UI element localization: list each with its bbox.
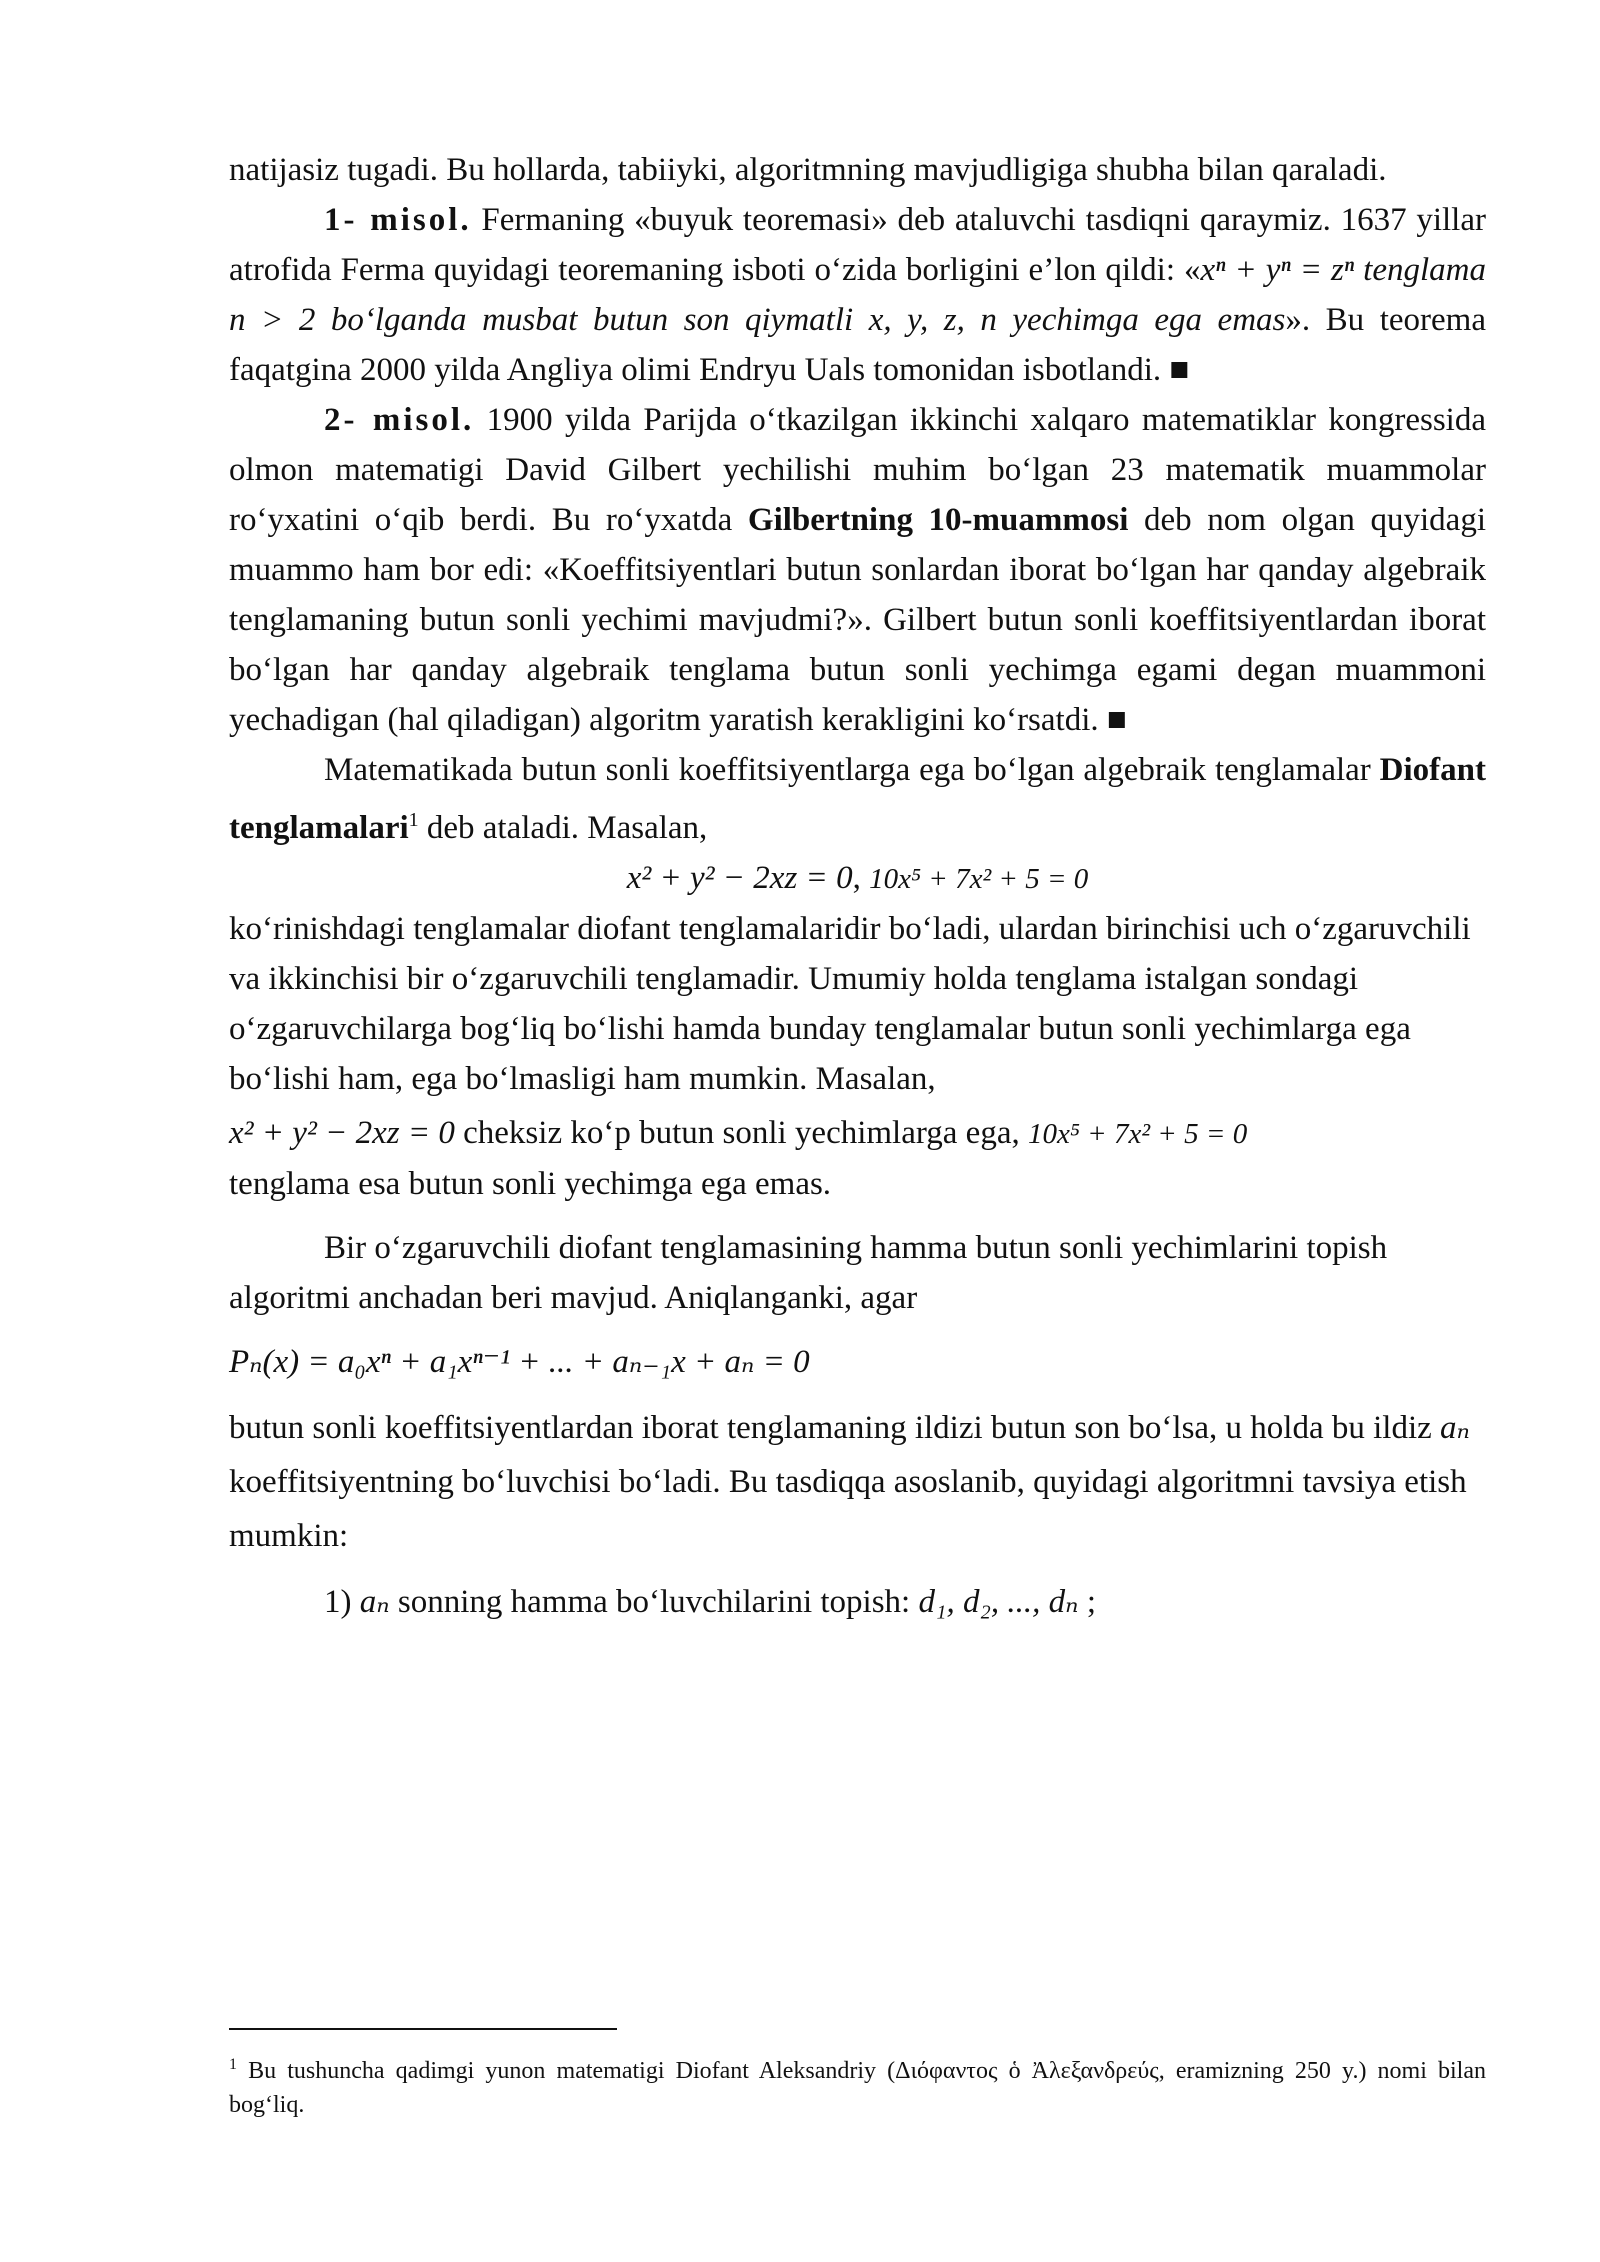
- equation-examples: x² + y² − 2xz = 0, 10x⁵ + 7x² + 5 = 0: [626, 860, 1089, 896]
- example-2: 2- misol. 1900 yilda Parijda o‘tkazilgan ikkinchi xalqaro matematiklar kongressida olmon matematigi David Gilbert yechilishi muhim bo‘lgan 23 matematik muammolar ro‘yxatini o‘qib berdi. Bu ro‘yxatda Gilbertning 10-muammosi deb nom olgan quyidagi muammo ham bor edi: «Koeffitsiyentlari butun sonlardan iborat bo‘lgan har qanday algebraik tenglamaning butun sonli yechimi mavjudmi?». Gilbert butun sonli koeffitsiyentlardan iborat bo‘lgan har qanday algebraik tenglama butun sonli yechimga egami degan muammoni yechadigan (hal qiladigan) algoritm yaratish kerakligini ko‘rsatdi. ■: [229, 402, 1486, 738]
- example-1: 1- misol. Fermaning «buyuk teoremasi» deb ataluvchi tasdiqni qaraymiz. 1637 yillar atrofida Ferma quyidagi teoremaning isboti o‘zida borligini e’lon qildi: «xⁿ + yⁿ = zⁿ tenglama n > 2 bo‘lganda musbat butun son qiymatli x, y, z, n yechimga ega emas». Bu teorema faqatgina 2000 yilda Angliya olimi Endryu Uals tomonidan isbotlandi. ■: [229, 202, 1486, 388]
- page-body: [229, 145, 1486, 1627]
- paragraph-intro: natijasiz tugadi. Bu hollarda, tabiiyki, algoritmning mavjudligiga shubha bilan qaraladi.: [229, 152, 1387, 188]
- equation-a: x² + y² − 2xz = 0: [626, 860, 853, 896]
- paragraph-bir: Bir o‘zgaruvchili diofant tenglamasining hamma butun sonli yechimlarini topish algoritmi anchadan beri mavjud. Aniqlanganki, agar: [229, 1230, 1388, 1316]
- equation-polynomial: Pₙ(x) = a₀xⁿ + a₁xⁿ⁻¹ + ... + aₙ₋₁x + aₙ = 0: [229, 1344, 810, 1380]
- qed-mark: ■: [1169, 352, 1190, 388]
- footnote-divider: [229, 2028, 617, 2030]
- footnote: $^1$ Bu tushuncha qadimgi yunon matematigi Diofant Aleksandriy (Διόφαντος ὁ Ἀλεξανδρεύς, eramizning 250 y.) nomi bilan bog‘liq.: [229, 2056, 1486, 2118]
- paragraph-cheksiz: x² + y² − 2xz = 0 cheksiz ko‘p butun sonli yechimlarga ega, 10x⁵ + 7x² + 5 = 0 tenglama esa butun sonli yechimga ega emas.: [229, 1115, 1248, 1202]
- paragraph-diofant: Matematikada butun sonli koeffitsiyentlarga ega bo‘lgan algebraik tenglamalar Diofant tenglamalari$^1$ deb ataladi. Masalan,: [229, 752, 1486, 846]
- footnote-mark: 1: [229, 2056, 237, 2073]
- hilbert-problem-term: Gilbertning 10-muammosi: [747, 502, 1129, 538]
- diofant-term: Diofant tenglamalari: [229, 752, 1486, 846]
- example-2-label: 2- misol.: [324, 402, 475, 438]
- example-1-label: 1- misol.: [324, 202, 472, 238]
- footnote-ref: 1: [408, 809, 419, 831]
- fermat-condition: n > 2: [229, 302, 316, 338]
- list-item-1: 1) aₙ sonning hamma bo‘luvchilarini topish: d₁, d₂, ..., dₙ ;: [324, 1584, 1096, 1620]
- divisors: d₁, d₂, ..., dₙ: [918, 1584, 1079, 1620]
- equation-b: 10x⁵ + 7x² + 5 = 0: [869, 863, 1089, 895]
- qed-mark: ■: [1106, 702, 1127, 738]
- fermat-variables: x, y, z, n: [868, 302, 997, 338]
- paragraph-korinish: ko‘rinishdagi tenglamalar diofant tenglamalaridir bo‘ladi, ulardan birinchisi uch o‘zgaruvchili va ikkinchisi bir o‘zgaruvchili tenglamadir. Umumiy holda tenglama istalgan sondagi o‘zgaruvchilarga bog‘liq bo‘lishi hamda bunday tenglamalar butun sonli yechimlarga ega bo‘lishi ham, ega bo‘lmasligi ham mumkin. Masalan,: [229, 911, 1471, 1097]
- fermat-formula: xⁿ + yⁿ = zⁿ: [1200, 252, 1355, 288]
- paragraph-butun: butun sonli koeffitsiyentlardan iborat tenglamaning ildizi butun son bo‘lsa, u holda bu ildiz aₙ koeffitsiyentning bo‘luvchisi bo‘ladi. Bu tasdiqqa asoslanib, quyidagi algoritmni tavsiya etish mumkin:: [229, 1410, 1470, 1554]
